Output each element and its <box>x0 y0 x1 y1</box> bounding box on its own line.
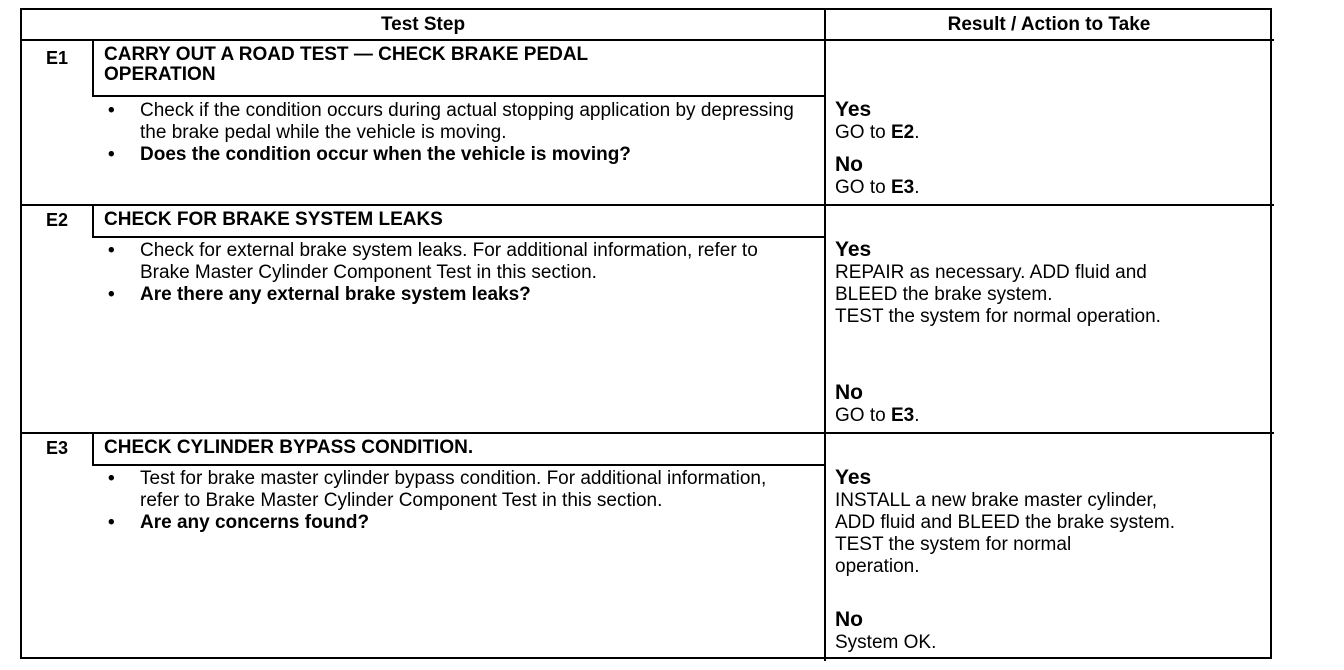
step-e1-title-line1: CARRY OUT A ROAD TEST — CHECK BRAKE PEDAL <box>104 44 589 65</box>
step-e1-result-yes <box>835 98 1265 144</box>
step-e3-result-yes <box>835 466 1265 578</box>
diagnostic-table <box>20 8 1272 659</box>
step-e2-title-divider <box>92 236 824 238</box>
step-e2-result-no <box>835 381 1265 427</box>
step-e1-title <box>104 45 804 85</box>
step-e2-bullets <box>102 240 802 306</box>
step-e2-title: CHECK FOR BRAKE SYSTEM LEAKS <box>104 209 443 230</box>
step-e1-question: • Does the condition occur when the vehicle is moving? <box>102 144 802 166</box>
yes-action-line: operation. <box>835 556 920 577</box>
yes-label: Yes <box>835 98 872 121</box>
no-action: System OK. <box>835 632 937 653</box>
step-e3-title-divider <box>92 464 824 466</box>
header-result-action: Result / Action to Take <box>947 14 1151 35</box>
header-divider <box>22 39 1274 41</box>
step-e3-bullets <box>102 468 802 534</box>
yes-action-line: INSTALL a new brake master cylinder, <box>835 490 1158 511</box>
no-action: GO to E3. <box>835 405 920 426</box>
no-action: GO to E3. <box>835 177 920 198</box>
step-e3-title: CHECK CYLINDER BYPASS CONDITION. <box>104 437 474 458</box>
step-e2-result-yes <box>835 238 1265 328</box>
no-label: No <box>835 381 863 404</box>
yes-action-line: BLEED the brake system. <box>835 284 1053 305</box>
step-e2-id-divider <box>92 206 94 238</box>
yes-action-line: ADD fluid and BLEED the brake system. <box>835 512 1176 533</box>
step-e2-question: • Are there any external brake system leaks? <box>102 284 802 306</box>
yes-action-line: TEST the system for normal operation. <box>835 306 1161 327</box>
step-e3-id: E3 <box>45 438 69 458</box>
step-e1-bullets <box>102 100 802 166</box>
step-e3-instruction: • Test for brake master cylinder bypass condition. For additional information, refer to Brake Master Cylinder Component Test in this section. <box>102 468 802 512</box>
step-e1-title-line2: OPERATION <box>104 64 216 85</box>
column-divider <box>824 10 826 661</box>
step-e1-title-divider <box>92 95 824 97</box>
no-label: No <box>835 153 863 176</box>
step-e3-id-divider <box>92 434 94 466</box>
step-e1-result-no <box>835 153 1265 199</box>
no-label: No <box>835 608 863 631</box>
yes-action-line: TEST the system for normal <box>835 534 1072 555</box>
step-e1-bottom-divider <box>22 204 1274 206</box>
yes-label: Yes <box>835 466 872 489</box>
step-e1-instruction: • Check if the condition occurs during actual stopping application by depressing the brake pedal while the vehicle is moving. <box>102 100 802 144</box>
step-e2-instruction: • Check for external brake system leaks. For additional information, refer to Brake Master Cylinder Component Test in this section. <box>102 240 802 284</box>
step-e2-bottom-divider <box>22 432 1274 434</box>
yes-action: GO to E2. <box>835 122 920 143</box>
yes-label: Yes <box>835 238 872 261</box>
step-e1-id: E1 <box>45 48 69 68</box>
header-test-step: Test Step <box>380 14 466 35</box>
step-e2-id: E2 <box>45 210 69 230</box>
step-e3-question: • Are any concerns found? <box>102 512 802 534</box>
step-e3-result-no <box>835 608 1265 654</box>
step-e1-id-divider <box>92 41 94 97</box>
yes-action-line: REPAIR as necessary. ADD fluid and <box>835 262 1147 283</box>
